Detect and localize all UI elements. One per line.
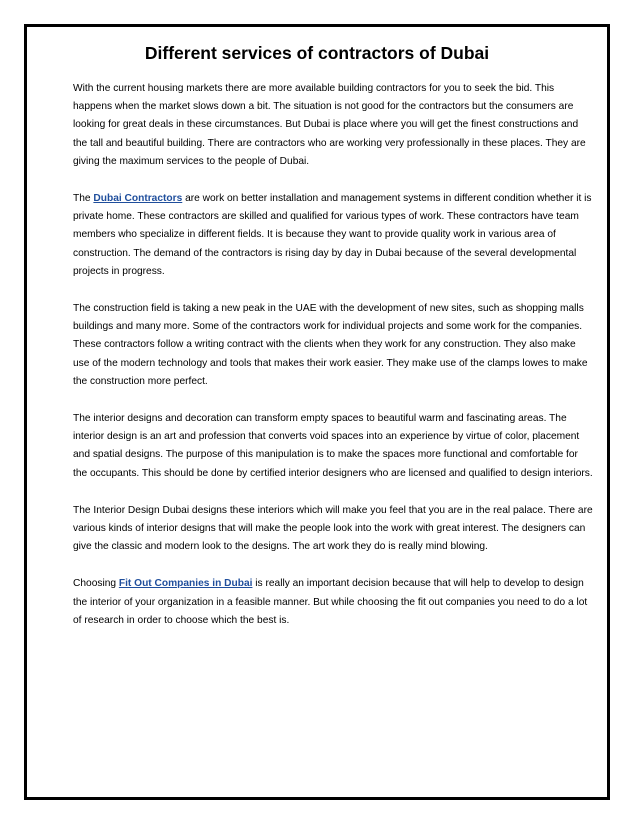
paragraph-intro: With the current housing markets there are more available building contractors for you to seek the bid. This happens when the market slows down a bit. The situation is not good for the contractors but the consumers are looking for great deals in these circumstances. But Dubai is place where you will get the finest constructions and the tall and beautiful building. There are contractors who are working very professionally in these places. They are giving the maximum services to the people of Dubai. xyxy=(73,83,586,167)
paragraph-fit-out xyxy=(73,575,593,630)
paragraph-text: is really an important decision because that will help to develop to design the interior of your organization in a feasible manner. But while choosing the fit out companies you need to do a lot of research in order to choose which the best is. xyxy=(73,578,588,626)
paragraph-construction-field: The construction field is taking a new peak in the UAE with the development of new sites, such as shopping malls buildings and many more. Some of the contractors work for individual projects and some work for the companies. These contractors follow a writing contract with the clients when they work for any construction. They also make use of the modern technology and tools that makes their work easier. They make use of the clamps lowes to make the construction more perfect. xyxy=(73,303,588,387)
paragraph-dubai-contractors xyxy=(73,190,593,281)
paragraph-text: The xyxy=(73,193,94,205)
paragraph-text: Choosing xyxy=(73,578,119,590)
page-frame xyxy=(24,24,610,800)
paragraph-interior-design-dubai: The Interior Design Dubai designs these interiors which will make you feel that you are in the real palace. There are various kinds of interior designs that will make the people look into the work with great interest. The designers can give the classic and modern look to the designs. The art work they do is really mind blowing. xyxy=(73,504,593,553)
fit-out-companies-link[interactable]: Fit Out Companies in Dubai xyxy=(118,578,253,590)
paragraph-interior-designs: The interior designs and decoration can transform empty spaces to beautiful warm and fascinating areas. The interior design is an art and profession that converts void spaces into an experience by virtue of color, placement and spatial designs. The purpose of this manipulation is to make the spaces more functional and comfortable for the occupants. This should be done by certified interior designers who are licensed and qualified to design interiors. xyxy=(73,413,593,479)
dubai-contractors-link[interactable]: Dubai Contractors xyxy=(93,193,183,205)
page-title: Different services of contractors of Dubai xyxy=(144,43,490,63)
paragraph-text: are work on better installation and management systems in different condition whether it is private home. These contractors are skilled and qualified for various types of work. These contractors have team members who specialize in different fields. It is because they want to provide quality work in various area of construction. The demand of the contractors is rising day by day in Dubai because of the several developmental projects in progress. xyxy=(73,193,592,277)
document-body xyxy=(73,80,593,649)
